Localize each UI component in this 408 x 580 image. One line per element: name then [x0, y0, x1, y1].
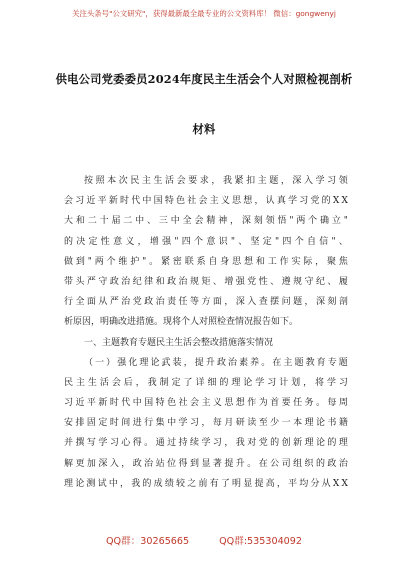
- paragraph2-line: 并 撰 写 学 习 心 得 。 通 过 持 续 学 习 ， 我 对 党 的 创 新 理 论 的 理: [64, 438, 348, 449]
- section1-heading: 一、主题教育专题民主生活会整改措施落实情况: [84, 337, 274, 348]
- paragraph2-line: 习 近 平 新 时 代 中 国 特 色 社 会 主 义 思 想 作 为 首 要 任 务 。 每 周: [64, 398, 348, 409]
- paragraph1-line: 析原因，明确改进措施。现将个人对照检查情况报告如下。: [64, 317, 299, 328]
- paragraph2-line: （ 一 ） 强 化 理 论 武 装 ， 提 升 政 治 素 养 。 在 主 题 教 育 专 题: [84, 357, 348, 368]
- footer-qq-group-1: QQ群：30265665: [106, 536, 190, 547]
- paragraph1-line: 按 照 本 次 民 主 生 活 会 要 求 ， 我 紧 扣 主 题 ， 深 入 学 习 领: [84, 176, 348, 186]
- footer-qq-group-2: QQ群:535304092: [219, 536, 302, 547]
- document-body: [64, 171, 348, 494]
- document-title-line1: 供电公司党委委员2024年度民主生活会个人对照检视剖析: [55, 72, 353, 86]
- header-note: 关注头条号"公文研究"，获得最新最全最专业的公文资料库！ 微信：gongwenyj: [72, 9, 336, 18]
- paragraph1-line: 会 习 近 平 新 时 代 中 国 特 色 社 会 主 义 思 想 ， 认 真 学 习 党 的 X X: [64, 196, 348, 207]
- paragraph2-line: 解 更 加 深 入 ， 政 治 站 位 得 到 显 著 提 升 。 在 公 司 组 织 的 政 治: [64, 458, 348, 469]
- paragraph1-line: 做 到 " 两 个 维 护 " 。 紧 密 联 系 自 身 思 想 和 工 作 实 际 ， 聚 焦: [64, 256, 348, 267]
- paragraph1-line: 行 全 面 从 严 治 党 政 治 责 任 等 方 面 ， 深 入 查 摆 问 题 ， 深 刻 剖: [64, 297, 348, 308]
- paragraph1-line: 带 头 严 守 政 治 纪 律 和 政 治 规 矩 、 增 强 党 性 、 遵 规 守 纪 、 履: [64, 276, 348, 287]
- paragraph2-line: 民 主 生 活 会 后 ， 我 制 定 了 详 细 的 理 论 学 习 计 划 ， 将 学 习: [64, 377, 348, 388]
- paragraph1-line: 大 和 二 十 届 二 中 、 三 中 全 会 精 神 ， 深 刻 领 悟 " 两 个 确 立 ": [64, 216, 348, 227]
- paragraph2-line: 理 论 测 试 中 ， 我 的 成 绩 较 之 前 有 了 明 显 提 高 ， 平 均 分 从 X X: [64, 478, 348, 489]
- paragraph2-line: 安 排 固 定 时 间 进 行 集 中 学 习 ， 每 月 研 读 至 少 一 本 理 论 书 籍: [64, 418, 348, 429]
- document-title-line2: 材料: [192, 122, 216, 136]
- paragraph1-line: 的 决 定 性 意 义 ， 增 强 " 四 个 意 识 " 、 坚 定 " 四 个 自 信 " 、: [64, 236, 348, 247]
- footer-qq-groups: [0, 533, 408, 547]
